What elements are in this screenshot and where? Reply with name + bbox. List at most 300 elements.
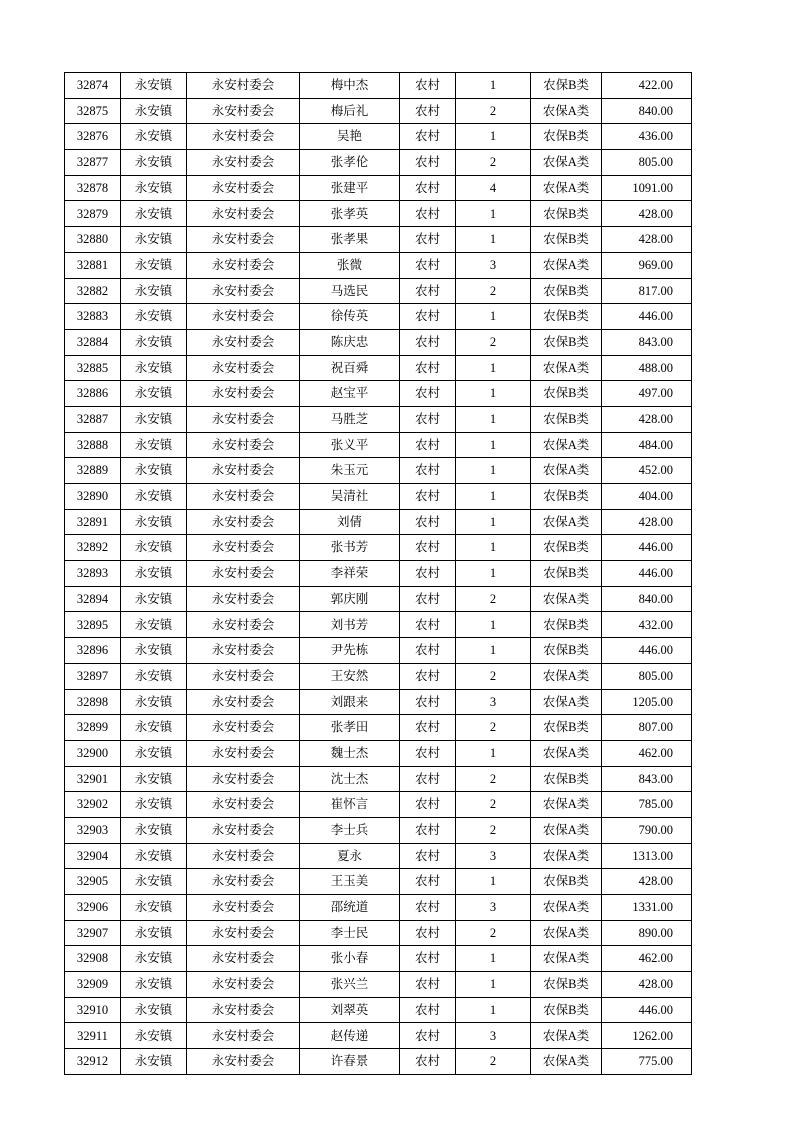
cell-village-committee: 永安村委会 — [187, 509, 300, 535]
cell-record-id: 32899 — [65, 715, 121, 741]
cell-amount: 436.00 — [602, 124, 692, 150]
cell-record-id: 32904 — [65, 843, 121, 869]
table-row — [65, 329, 692, 355]
cell-town: 永安镇 — [121, 355, 187, 381]
cell-village-committee: 永安村委会 — [187, 227, 300, 253]
cell-person-name: 张建平 — [300, 175, 400, 201]
cell-amount: 452.00 — [602, 458, 692, 484]
cell-person-name: 张书芳 — [300, 535, 400, 561]
cell-person-name: 李士兵 — [300, 817, 400, 843]
cell-town: 永安镇 — [121, 1049, 187, 1075]
cell-town: 永安镇 — [121, 766, 187, 792]
cell-headcount: 3 — [456, 252, 531, 278]
cell-amount: 840.00 — [602, 586, 692, 612]
table-row — [65, 869, 692, 895]
cell-record-id: 32880 — [65, 227, 121, 253]
cell-record-id: 32906 — [65, 895, 121, 921]
cell-town: 永安镇 — [121, 201, 187, 227]
cell-amount: 969.00 — [602, 252, 692, 278]
cell-person-name: 张小春 — [300, 946, 400, 972]
cell-town: 永安镇 — [121, 73, 187, 99]
cell-amount: 484.00 — [602, 432, 692, 458]
cell-headcount: 1 — [456, 73, 531, 99]
cell-town: 永安镇 — [121, 1023, 187, 1049]
cell-town: 永安镇 — [121, 612, 187, 638]
cell-village-committee: 永安村委会 — [187, 278, 300, 304]
cell-residence-type: 农村 — [400, 561, 456, 587]
cell-record-id: 32896 — [65, 638, 121, 664]
cell-insurance-category: 农保B类 — [531, 406, 602, 432]
cell-village-committee: 永安村委会 — [187, 150, 300, 176]
table-row — [65, 484, 692, 510]
cell-town: 永安镇 — [121, 920, 187, 946]
cell-person-name: 马胜芝 — [300, 406, 400, 432]
cell-amount: 428.00 — [602, 406, 692, 432]
cell-headcount: 2 — [456, 586, 531, 612]
cell-headcount: 1 — [456, 535, 531, 561]
cell-village-committee: 永安村委会 — [187, 817, 300, 843]
cell-village-committee: 永安村委会 — [187, 638, 300, 664]
cell-headcount: 2 — [456, 98, 531, 124]
cell-village-committee: 永安村委会 — [187, 946, 300, 972]
cell-record-id: 32885 — [65, 355, 121, 381]
cell-amount: 404.00 — [602, 484, 692, 510]
cell-record-id: 32889 — [65, 458, 121, 484]
cell-amount: 497.00 — [602, 381, 692, 407]
cell-insurance-category: 农保A类 — [531, 252, 602, 278]
table-row — [65, 381, 692, 407]
table-row — [65, 946, 692, 972]
cell-person-name: 郭庆刚 — [300, 586, 400, 612]
cell-residence-type: 农村 — [400, 843, 456, 869]
cell-person-name: 朱玉元 — [300, 458, 400, 484]
cell-headcount: 1 — [456, 124, 531, 150]
cell-insurance-category: 农保B类 — [531, 381, 602, 407]
cell-residence-type: 农村 — [400, 1023, 456, 1049]
cell-insurance-category: 农保B类 — [531, 535, 602, 561]
table-row — [65, 817, 692, 843]
document-page — [64, 72, 692, 1075]
cell-residence-type: 农村 — [400, 381, 456, 407]
cell-town: 永安镇 — [121, 175, 187, 201]
cell-record-id: 32891 — [65, 509, 121, 535]
cell-insurance-category: 农保B类 — [531, 972, 602, 998]
cell-village-committee: 永安村委会 — [187, 715, 300, 741]
table-row — [65, 406, 692, 432]
cell-amount: 432.00 — [602, 612, 692, 638]
cell-record-id: 32874 — [65, 73, 121, 99]
cell-residence-type: 农村 — [400, 535, 456, 561]
cell-village-committee: 永安村委会 — [187, 612, 300, 638]
cell-headcount: 2 — [456, 715, 531, 741]
table-row — [65, 586, 692, 612]
cell-residence-type: 农村 — [400, 715, 456, 741]
cell-amount: 807.00 — [602, 715, 692, 741]
cell-insurance-category: 农保A类 — [531, 432, 602, 458]
table-row — [65, 73, 692, 99]
cell-town: 永安镇 — [121, 817, 187, 843]
cell-village-committee: 永安村委会 — [187, 535, 300, 561]
cell-record-id: 32910 — [65, 997, 121, 1023]
cell-record-id: 32900 — [65, 740, 121, 766]
cell-residence-type: 农村 — [400, 817, 456, 843]
cell-headcount: 2 — [456, 766, 531, 792]
cell-residence-type: 农村 — [400, 869, 456, 895]
cell-amount: 1262.00 — [602, 1023, 692, 1049]
cell-village-committee: 永安村委会 — [187, 329, 300, 355]
cell-village-committee: 永安村委会 — [187, 355, 300, 381]
cell-headcount: 1 — [456, 201, 531, 227]
cell-record-id: 32893 — [65, 561, 121, 587]
table-row — [65, 766, 692, 792]
cell-insurance-category: 农保B类 — [531, 73, 602, 99]
table-row — [65, 561, 692, 587]
table-row — [65, 535, 692, 561]
cell-insurance-category: 农保A类 — [531, 817, 602, 843]
cell-residence-type: 农村 — [400, 612, 456, 638]
cell-village-committee: 永安村委会 — [187, 561, 300, 587]
cell-village-committee: 永安村委会 — [187, 586, 300, 612]
cell-record-id: 32876 — [65, 124, 121, 150]
cell-insurance-category: 农保A类 — [531, 458, 602, 484]
cell-village-committee: 永安村委会 — [187, 920, 300, 946]
cell-town: 永安镇 — [121, 124, 187, 150]
table-row — [65, 124, 692, 150]
cell-record-id: 32894 — [65, 586, 121, 612]
cell-headcount: 3 — [456, 895, 531, 921]
cell-amount: 843.00 — [602, 766, 692, 792]
cell-town: 永安镇 — [121, 227, 187, 253]
cell-insurance-category: 农保B类 — [531, 612, 602, 638]
cell-village-committee: 永安村委会 — [187, 98, 300, 124]
cell-insurance-category: 农保B类 — [531, 869, 602, 895]
cell-village-committee: 永安村委会 — [187, 73, 300, 99]
cell-person-name: 沈士杰 — [300, 766, 400, 792]
table-row — [65, 98, 692, 124]
cell-residence-type: 农村 — [400, 484, 456, 510]
cell-residence-type: 农村 — [400, 1049, 456, 1075]
cell-headcount: 1 — [456, 355, 531, 381]
cell-amount: 428.00 — [602, 509, 692, 535]
table-row — [65, 278, 692, 304]
table-row — [65, 663, 692, 689]
cell-record-id: 32875 — [65, 98, 121, 124]
cell-amount: 446.00 — [602, 997, 692, 1023]
cell-residence-type: 农村 — [400, 895, 456, 921]
cell-town: 永安镇 — [121, 432, 187, 458]
cell-residence-type: 农村 — [400, 329, 456, 355]
cell-amount: 890.00 — [602, 920, 692, 946]
cell-residence-type: 农村 — [400, 972, 456, 998]
table-row — [65, 509, 692, 535]
cell-residence-type: 农村 — [400, 663, 456, 689]
cell-amount: 462.00 — [602, 740, 692, 766]
cell-amount: 462.00 — [602, 946, 692, 972]
cell-residence-type: 农村 — [400, 278, 456, 304]
cell-town: 永安镇 — [121, 895, 187, 921]
cell-headcount: 2 — [456, 1049, 531, 1075]
cell-insurance-category: 农保B类 — [531, 997, 602, 1023]
cell-village-committee: 永安村委会 — [187, 663, 300, 689]
table-row — [65, 972, 692, 998]
cell-town: 永安镇 — [121, 484, 187, 510]
cell-insurance-category: 农保A类 — [531, 355, 602, 381]
cell-person-name: 刘倩 — [300, 509, 400, 535]
cell-town: 永安镇 — [121, 278, 187, 304]
cell-record-id: 32895 — [65, 612, 121, 638]
cell-insurance-category: 农保A类 — [531, 946, 602, 972]
cell-record-id: 32887 — [65, 406, 121, 432]
cell-insurance-category: 农保A类 — [531, 98, 602, 124]
cell-person-name: 张微 — [300, 252, 400, 278]
cell-headcount: 1 — [456, 946, 531, 972]
cell-record-id: 32911 — [65, 1023, 121, 1049]
table-row — [65, 638, 692, 664]
cell-headcount: 1 — [456, 484, 531, 510]
cell-person-name: 魏士杰 — [300, 740, 400, 766]
cell-insurance-category: 农保A类 — [531, 509, 602, 535]
cell-village-committee: 永安村委会 — [187, 304, 300, 330]
cell-headcount: 1 — [456, 638, 531, 664]
cell-headcount: 3 — [456, 689, 531, 715]
cell-town: 永安镇 — [121, 561, 187, 587]
cell-village-committee: 永安村委会 — [187, 972, 300, 998]
cell-village-committee: 永安村委会 — [187, 406, 300, 432]
cell-person-name: 赵宝平 — [300, 381, 400, 407]
cell-headcount: 1 — [456, 869, 531, 895]
cell-amount: 428.00 — [602, 972, 692, 998]
cell-person-name: 刘书芳 — [300, 612, 400, 638]
cell-insurance-category: 农保B类 — [531, 227, 602, 253]
table-row — [65, 997, 692, 1023]
table-row — [65, 689, 692, 715]
cell-amount: 805.00 — [602, 663, 692, 689]
cell-person-name: 邵统道 — [300, 895, 400, 921]
cell-insurance-category: 农保B类 — [531, 484, 602, 510]
cell-person-name: 张义平 — [300, 432, 400, 458]
cell-record-id: 32883 — [65, 304, 121, 330]
cell-town: 永安镇 — [121, 946, 187, 972]
cell-amount: 446.00 — [602, 638, 692, 664]
cell-insurance-category: 农保B类 — [531, 329, 602, 355]
cell-record-id: 32898 — [65, 689, 121, 715]
cell-insurance-category: 农保A类 — [531, 663, 602, 689]
cell-town: 永安镇 — [121, 329, 187, 355]
cell-residence-type: 农村 — [400, 689, 456, 715]
table-row — [65, 201, 692, 227]
cell-record-id: 32907 — [65, 920, 121, 946]
cell-town: 永安镇 — [121, 792, 187, 818]
cell-insurance-category: 农保A类 — [531, 586, 602, 612]
table-row — [65, 432, 692, 458]
cell-amount: 1313.00 — [602, 843, 692, 869]
cell-residence-type: 农村 — [400, 201, 456, 227]
cell-headcount: 3 — [456, 843, 531, 869]
cell-insurance-category: 农保B类 — [531, 766, 602, 792]
cell-person-name: 王安然 — [300, 663, 400, 689]
cell-amount: 785.00 — [602, 792, 692, 818]
cell-insurance-category: 农保A类 — [531, 895, 602, 921]
cell-insurance-category: 农保A类 — [531, 150, 602, 176]
cell-person-name: 刘跟来 — [300, 689, 400, 715]
cell-headcount: 1 — [456, 740, 531, 766]
cell-headcount: 1 — [456, 304, 531, 330]
cell-residence-type: 农村 — [400, 406, 456, 432]
cell-insurance-category: 农保A类 — [531, 1049, 602, 1075]
cell-amount: 775.00 — [602, 1049, 692, 1075]
cell-headcount: 4 — [456, 175, 531, 201]
cell-village-committee: 永安村委会 — [187, 201, 300, 227]
cell-village-committee: 永安村委会 — [187, 766, 300, 792]
cell-record-id: 32897 — [65, 663, 121, 689]
cell-town: 永安镇 — [121, 972, 187, 998]
table-row — [65, 175, 692, 201]
cell-village-committee: 永安村委会 — [187, 458, 300, 484]
cell-record-id: 32890 — [65, 484, 121, 510]
cell-amount: 817.00 — [602, 278, 692, 304]
cell-residence-type: 农村 — [400, 432, 456, 458]
cell-amount: 1205.00 — [602, 689, 692, 715]
cell-residence-type: 农村 — [400, 304, 456, 330]
cell-amount: 805.00 — [602, 150, 692, 176]
table-row — [65, 458, 692, 484]
cell-person-name: 尹先栋 — [300, 638, 400, 664]
cell-headcount: 1 — [456, 972, 531, 998]
table-row — [65, 1023, 692, 1049]
cell-village-committee: 永安村委会 — [187, 175, 300, 201]
cell-amount: 428.00 — [602, 201, 692, 227]
cell-record-id: 32912 — [65, 1049, 121, 1075]
cell-village-committee: 永安村委会 — [187, 124, 300, 150]
cell-residence-type: 农村 — [400, 124, 456, 150]
cell-town: 永安镇 — [121, 98, 187, 124]
cell-village-committee: 永安村委会 — [187, 381, 300, 407]
cell-insurance-category: 农保A类 — [531, 843, 602, 869]
cell-town: 永安镇 — [121, 458, 187, 484]
cell-person-name: 王玉美 — [300, 869, 400, 895]
cell-headcount: 1 — [456, 561, 531, 587]
cell-residence-type: 农村 — [400, 920, 456, 946]
cell-record-id: 32882 — [65, 278, 121, 304]
cell-town: 永安镇 — [121, 406, 187, 432]
cell-insurance-category: 农保B类 — [531, 715, 602, 741]
cell-person-name: 祝百舜 — [300, 355, 400, 381]
cell-person-name: 许春景 — [300, 1049, 400, 1075]
cell-residence-type: 农村 — [400, 458, 456, 484]
roster-table-body — [65, 73, 692, 1075]
cell-village-committee: 永安村委会 — [187, 869, 300, 895]
cell-record-id: 32877 — [65, 150, 121, 176]
cell-town: 永安镇 — [121, 381, 187, 407]
table-row — [65, 895, 692, 921]
cell-insurance-category: 农保B类 — [531, 638, 602, 664]
cell-person-name: 张孝英 — [300, 201, 400, 227]
cell-person-name: 张孝伦 — [300, 150, 400, 176]
cell-village-committee: 永安村委会 — [187, 895, 300, 921]
cell-amount: 446.00 — [602, 561, 692, 587]
cell-town: 永安镇 — [121, 638, 187, 664]
cell-insurance-category: 农保A类 — [531, 792, 602, 818]
cell-person-name: 崔怀言 — [300, 792, 400, 818]
table-row — [65, 304, 692, 330]
cell-insurance-category: 农保B类 — [531, 201, 602, 227]
table-row — [65, 227, 692, 253]
cell-headcount: 2 — [456, 150, 531, 176]
cell-town: 永安镇 — [121, 869, 187, 895]
cell-residence-type: 农村 — [400, 150, 456, 176]
cell-amount: 428.00 — [602, 869, 692, 895]
cell-record-id: 32892 — [65, 535, 121, 561]
cell-residence-type: 农村 — [400, 946, 456, 972]
cell-record-id: 32903 — [65, 817, 121, 843]
cell-town: 永安镇 — [121, 663, 187, 689]
cell-residence-type: 农村 — [400, 252, 456, 278]
cell-record-id: 32888 — [65, 432, 121, 458]
cell-town: 永安镇 — [121, 843, 187, 869]
cell-headcount: 1 — [456, 509, 531, 535]
table-row — [65, 612, 692, 638]
cell-residence-type: 农村 — [400, 73, 456, 99]
table-row — [65, 843, 692, 869]
table-row — [65, 792, 692, 818]
cell-person-name: 马选民 — [300, 278, 400, 304]
cell-town: 永安镇 — [121, 252, 187, 278]
cell-village-committee: 永安村委会 — [187, 843, 300, 869]
cell-town: 永安镇 — [121, 997, 187, 1023]
cell-headcount: 1 — [456, 406, 531, 432]
cell-headcount: 1 — [456, 227, 531, 253]
cell-headcount: 2 — [456, 329, 531, 355]
cell-residence-type: 农村 — [400, 98, 456, 124]
cell-headcount: 1 — [456, 381, 531, 407]
cell-village-committee: 永安村委会 — [187, 1049, 300, 1075]
cell-amount: 488.00 — [602, 355, 692, 381]
cell-village-committee: 永安村委会 — [187, 792, 300, 818]
cell-person-name: 徐传英 — [300, 304, 400, 330]
cell-village-committee: 永安村委会 — [187, 997, 300, 1023]
cell-insurance-category: 农保A类 — [531, 689, 602, 715]
cell-record-id: 32908 — [65, 946, 121, 972]
cell-village-committee: 永安村委会 — [187, 740, 300, 766]
cell-village-committee: 永安村委会 — [187, 484, 300, 510]
roster-table — [64, 72, 692, 1075]
cell-person-name: 吴艳 — [300, 124, 400, 150]
cell-amount: 1331.00 — [602, 895, 692, 921]
table-row — [65, 740, 692, 766]
cell-town: 永安镇 — [121, 740, 187, 766]
cell-amount: 843.00 — [602, 329, 692, 355]
cell-headcount: 2 — [456, 817, 531, 843]
cell-village-committee: 永安村委会 — [187, 689, 300, 715]
cell-residence-type: 农村 — [400, 740, 456, 766]
cell-amount: 446.00 — [602, 535, 692, 561]
cell-headcount: 2 — [456, 920, 531, 946]
cell-residence-type: 农村 — [400, 766, 456, 792]
cell-village-committee: 永安村委会 — [187, 252, 300, 278]
cell-record-id: 32878 — [65, 175, 121, 201]
cell-insurance-category: 农保B类 — [531, 561, 602, 587]
table-row — [65, 920, 692, 946]
cell-residence-type: 农村 — [400, 227, 456, 253]
cell-insurance-category: 农保B类 — [531, 124, 602, 150]
cell-town: 永安镇 — [121, 304, 187, 330]
cell-record-id: 32884 — [65, 329, 121, 355]
cell-person-name: 张孝田 — [300, 715, 400, 741]
cell-residence-type: 农村 — [400, 509, 456, 535]
cell-amount: 428.00 — [602, 227, 692, 253]
cell-headcount: 2 — [456, 663, 531, 689]
cell-town: 永安镇 — [121, 535, 187, 561]
